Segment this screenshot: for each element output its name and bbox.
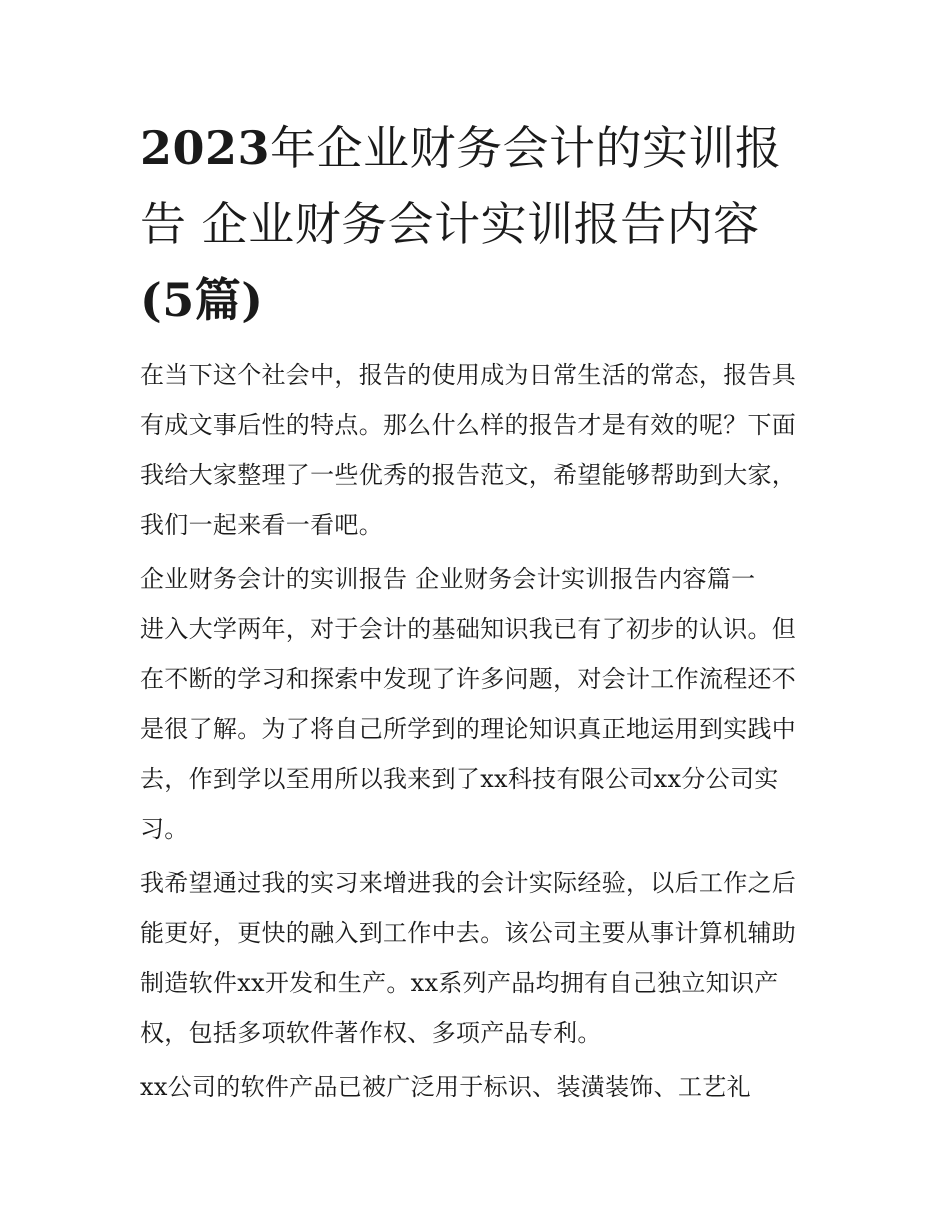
body-paragraph: 我希望通过我的实习来增进我的会计实际经验，以后工作之后能更好，更快的融入到工作中去。该公司主要从事计算机辅助制造软件xx开发和生产。xx系列产品均拥有自己独立知识产权，包括多项软件著作权、多项产品专利。 <box>140 869 797 1047</box>
title-paren-close: 篇) <box>194 273 264 327</box>
body-paragraph: xx公司的软件产品已被广泛用于标识、装潢装饰、工艺礼 <box>140 1073 751 1101</box>
document-body <box>140 110 820 1116</box>
title-count: 5 <box>162 273 195 327</box>
title-text: 年企业财务会计的实训报告 企业财务会计实训报告内容 <box>140 121 782 251</box>
section-heading: 企业财务会计的实训报告 企业财务会计实训报告内容篇一 <box>140 565 756 593</box>
body-paragraph: 进入大学两年，对于会计的基础知识我已有了初步的认识。但在不断的学习和探索中发现了许多问题，对会计工作流程还不是很了解。为了将自己所学到的理论知识真正地运用到实践中去，作到学以至用所以我来到了xx科技有限公司xx分公司实习。 <box>140 615 797 843</box>
title-paren-open: ( <box>140 273 163 327</box>
intro-paragraph: 在当下这个社会中，报告的使用成为日常生活的常态，报告具有成文事后性的特点。那么什么样的报告才是有效的呢？下面我给大家整理了一些优秀的报告范文，希望能够帮助到大家，我们一起来看一看吧。 <box>140 361 797 539</box>
title-year: 2023 <box>140 121 271 175</box>
document-title <box>140 110 820 338</box>
